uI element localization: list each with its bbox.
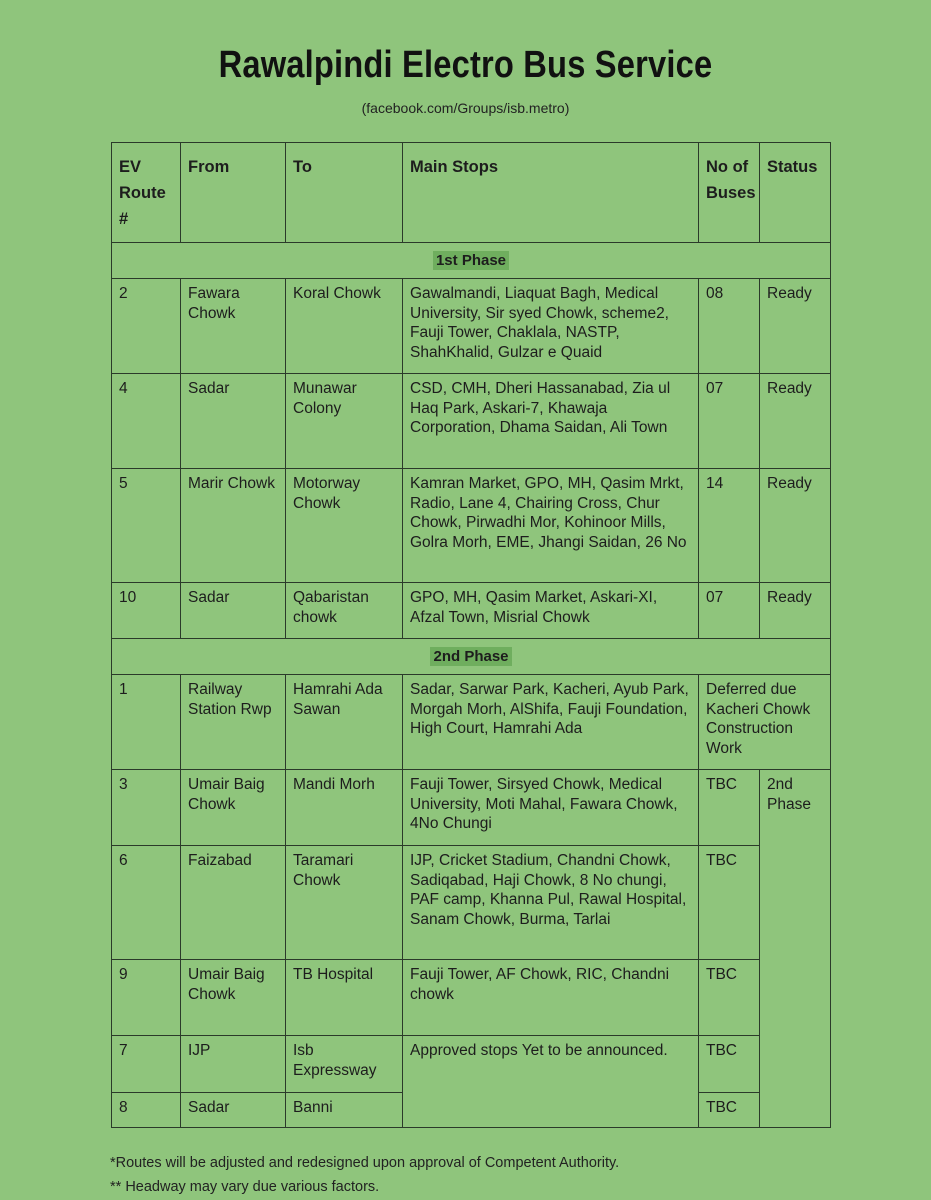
route-from: Sadar xyxy=(181,374,286,469)
route-status-merged: 2nd Phase xyxy=(760,770,831,1128)
footnote-headway: ** Headway may vary due various factors. xyxy=(110,1179,380,1195)
route-to: Qabaristan chowk xyxy=(286,583,403,639)
route-buses: 07 xyxy=(699,583,760,639)
table-row xyxy=(112,374,831,469)
route-to: Motorway Chowk xyxy=(286,469,403,583)
route-buses: TBC xyxy=(699,770,760,846)
route-from: Sadar xyxy=(181,583,286,639)
route-stops: Gawalmandi, Liaquat Bagh, Medical University, Sir syed Chowk, scheme2, Fauji Tower, Chaklala, NASTP, ShahKhalid, Gulzar e Quaid xyxy=(403,279,699,374)
table-row xyxy=(112,1036,831,1093)
route-buses: TBC xyxy=(699,1036,760,1093)
route-stops: Fauji Tower, AF Chowk, RIC, Chandni chowk xyxy=(403,960,699,1036)
route-number: 5 xyxy=(112,469,181,583)
route-buses: TBC xyxy=(699,960,760,1036)
table-row xyxy=(112,675,831,770)
route-number: 8 xyxy=(112,1093,181,1128)
route-number: 3 xyxy=(112,770,181,846)
route-from: Umair Baig Chowk xyxy=(181,770,286,846)
route-status: Ready xyxy=(760,583,831,639)
table-row xyxy=(112,846,831,960)
routes-table xyxy=(111,142,831,1128)
route-stops: GPO, MH, Qasim Market, Askari-XI, Afzal Town, Misrial Chowk xyxy=(403,583,699,639)
route-buses: 14 xyxy=(699,469,760,583)
route-stops: Fauji Tower, Sirsyed Chowk, Medical University, Moti Mahal, Fawara Chowk, 4No Chungi xyxy=(403,770,699,846)
table-row xyxy=(112,770,831,846)
route-from: IJP xyxy=(181,1036,286,1093)
table-row xyxy=(112,279,831,374)
footnote-routes: *Routes will be adjusted and redesigned upon approval of Competent Authority. xyxy=(110,1155,620,1171)
route-to: TB Hospital xyxy=(286,960,403,1036)
phase-row xyxy=(112,639,831,675)
phase-row xyxy=(112,243,831,279)
table-header-row xyxy=(112,143,831,243)
header-to: To xyxy=(286,143,403,243)
page-title: Rawalpindi Electro Bus Service xyxy=(218,44,713,86)
route-number: 4 xyxy=(112,374,181,469)
route-to: Hamrahi Ada Sawan xyxy=(286,675,403,770)
page-subtitle: (facebook.com/Groups/isb.metro) xyxy=(361,100,570,116)
route-to: Munawar Colony xyxy=(286,374,403,469)
route-from: Railway Station Rwp xyxy=(181,675,286,770)
route-to: Taramari Chowk xyxy=(286,846,403,960)
header-status: Status xyxy=(760,143,831,243)
route-status: Ready xyxy=(760,279,831,374)
route-from: Umair Baig Chowk xyxy=(181,960,286,1036)
route-number: 1 xyxy=(112,675,181,770)
route-stops: Kamran Market, GPO, MH, Qasim Mrkt, Radio, Lane 4, Chairing Cross, Chur Chowk, Pirwadhi Mor, Kohinoor Mills, Golra Morh, EME, Jhangi Saidan, 26 No xyxy=(403,469,699,583)
route-number: 10 xyxy=(112,583,181,639)
table-row xyxy=(112,469,831,583)
route-stops-merged: Approved stops Yet to be announced. xyxy=(403,1036,699,1128)
route-to: Mandi Morh xyxy=(286,770,403,846)
route-from: Sadar xyxy=(181,1093,286,1128)
route-buses: 07 xyxy=(699,374,760,469)
route-buses: 08 xyxy=(699,279,760,374)
phase-label: 1st Phase xyxy=(433,251,509,270)
route-stops: IJP, Cricket Stadium, Chandni Chowk, Sadiqabad, Haji Chowk, 8 No chungi, PAF camp, Khanna Pul, Rawal Hospital, Sanam Chowk, Burma, Tarlai xyxy=(403,846,699,960)
route-number: 2 xyxy=(112,279,181,374)
header-main-stops: Main Stops xyxy=(403,143,699,243)
deferred-note: Deferred due Kacheri Chowk Construction Work xyxy=(699,675,831,770)
route-from: Faizabad xyxy=(181,846,286,960)
route-stops: CSD, CMH, Dheri Hassanabad, Zia ul Haq Park, Askari-7, Khawaja Corporation, Dhama Saidan, Ali Town xyxy=(403,374,699,469)
route-buses: TBC xyxy=(699,1093,760,1128)
route-to: Isb Expressway xyxy=(286,1036,403,1093)
route-status: Ready xyxy=(760,469,831,583)
header-no-of-buses: No of Buses xyxy=(699,143,760,243)
route-to: Banni xyxy=(286,1093,403,1128)
header-from: From xyxy=(181,143,286,243)
route-number: 9 xyxy=(112,960,181,1036)
table-row xyxy=(112,583,831,639)
table-row xyxy=(112,960,831,1036)
route-from: Fawara Chowk xyxy=(181,279,286,374)
header-route: EV Route # xyxy=(112,143,181,243)
route-stops: Sadar, Sarwar Park, Kacheri, Ayub Park, Morgah Morh, AlShifa, Fauji Foundation, High Court, Hamrahi Ada xyxy=(403,675,699,770)
route-to: Koral Chowk xyxy=(286,279,403,374)
route-buses: TBC xyxy=(699,846,760,960)
phase-label: 2nd Phase xyxy=(430,647,511,666)
route-status: Ready xyxy=(760,374,831,469)
route-number: 7 xyxy=(112,1036,181,1093)
route-from: Marir Chowk xyxy=(181,469,286,583)
route-number: 6 xyxy=(112,846,181,960)
